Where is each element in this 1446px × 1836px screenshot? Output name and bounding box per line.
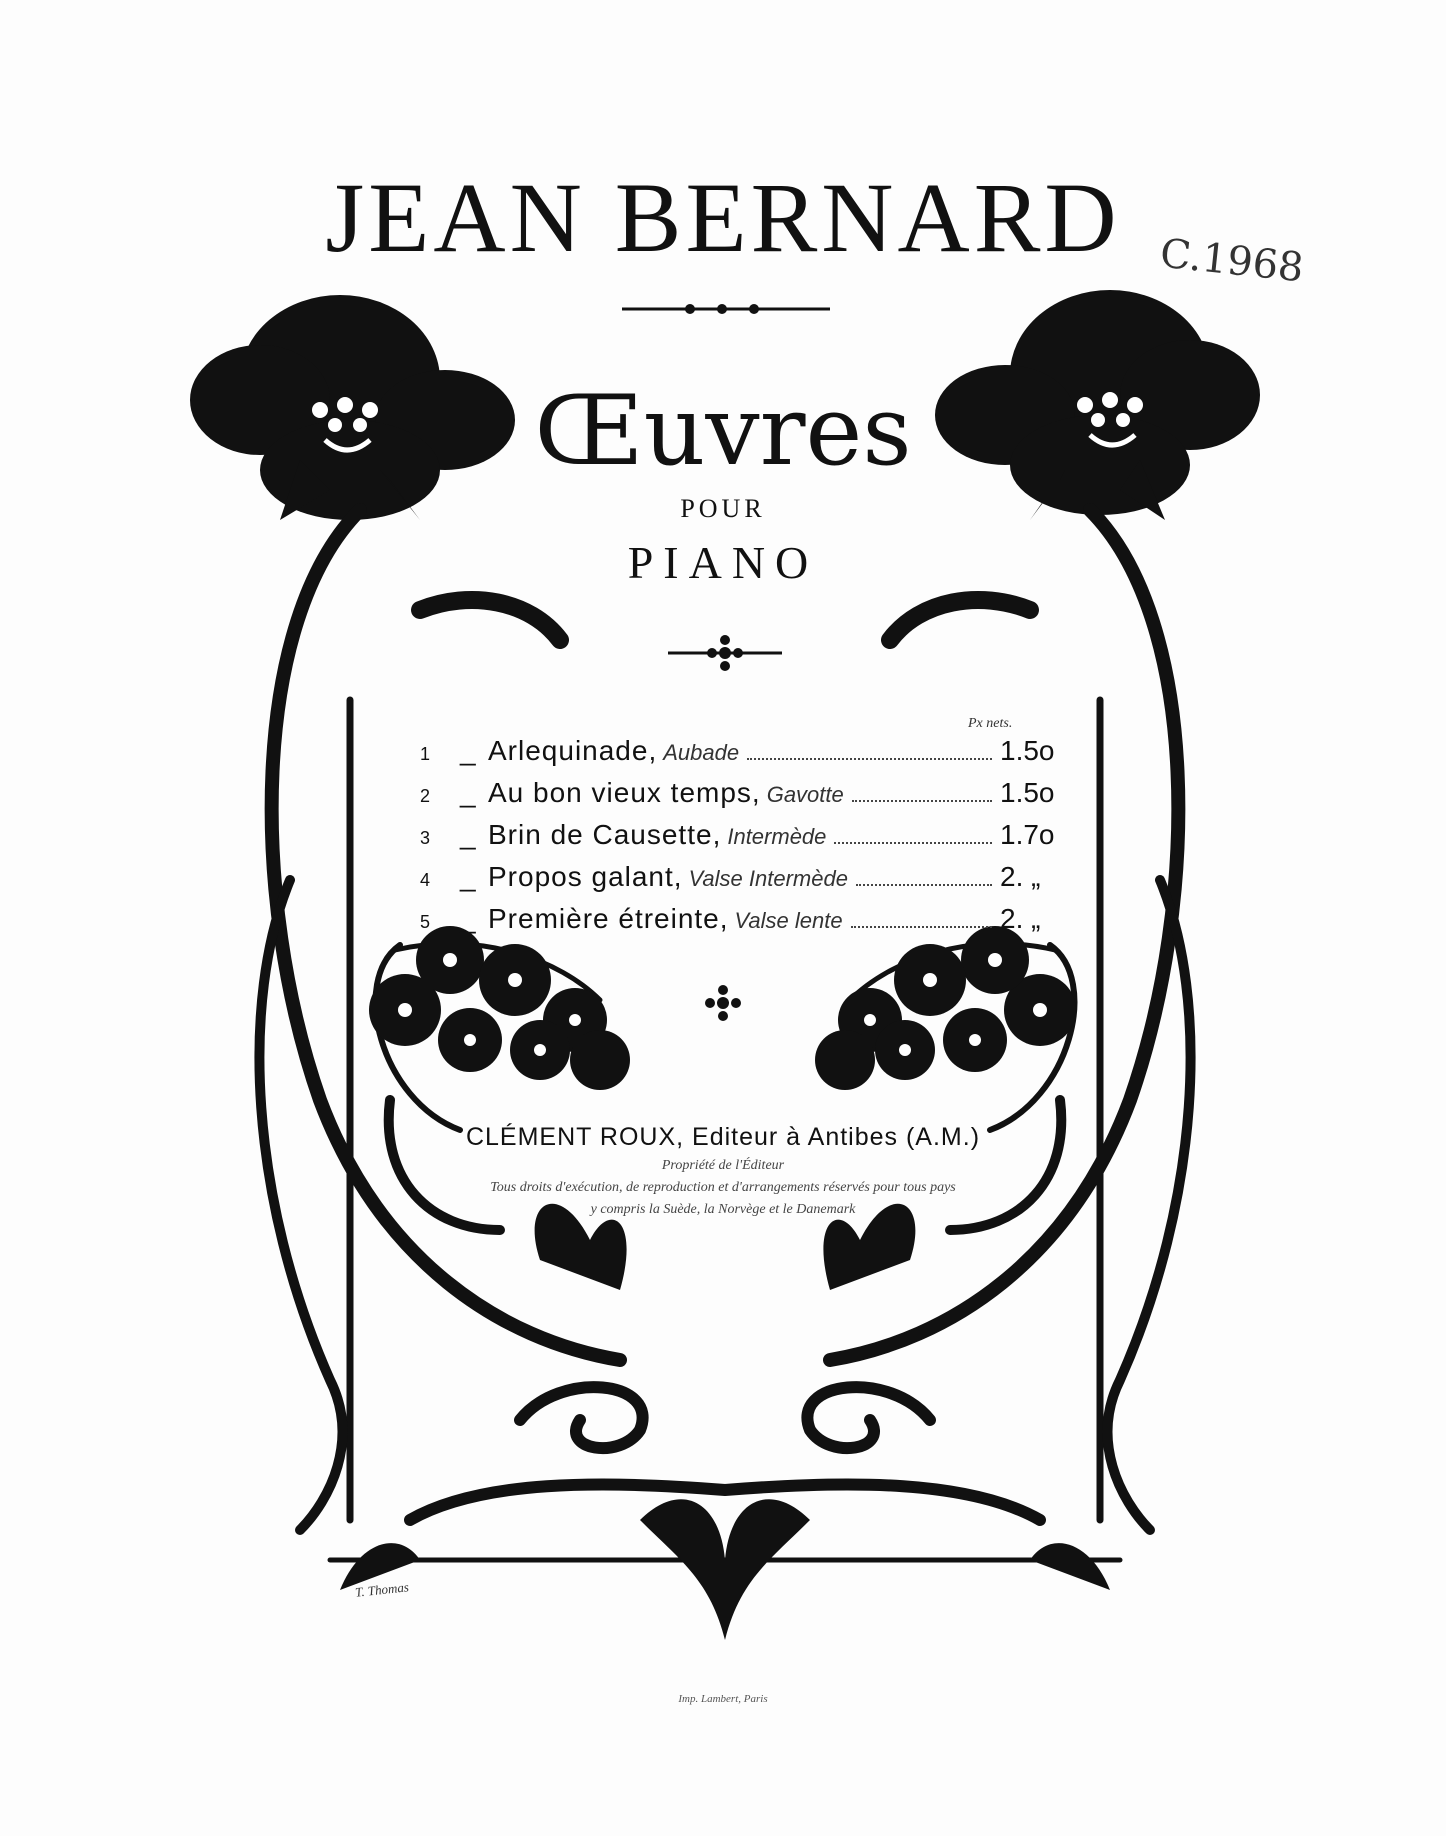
work-price: 1.7o (1000, 819, 1055, 850)
work-price: 1.5o (1000, 777, 1055, 808)
work-price: 2. „ (1000, 903, 1041, 934)
work-title: Au bon vieux temps, (488, 777, 761, 808)
work-item: 2 _ Au bon vieux temps, Gavotte 1.5o (420, 777, 1060, 819)
work-subtitle: Valse lente (734, 908, 843, 933)
work-title: Brin de Causette, (488, 819, 722, 850)
center-flower-icon (705, 985, 741, 1021)
work-number: 4 (420, 870, 431, 890)
work-title: Propos galant, (488, 861, 683, 892)
price-column-header: Px nets. (968, 716, 1013, 731)
catalog-stamp: C.1968 (1157, 230, 1306, 292)
collection-title: Œuvres (534, 375, 912, 487)
work-number: 1 (420, 744, 431, 764)
work-title: Première étreinte, (488, 903, 729, 934)
work-item: 4 _ Propos galant, Valse Intermède 2. „ (420, 861, 1060, 903)
composer-name: JEAN BERNARD (325, 162, 1121, 273)
divider-flower-icon (707, 635, 743, 671)
title-pour: POUR (680, 494, 766, 523)
lily-leaves-icon (340, 1204, 1110, 1640)
work-item: 1 _ Arlequinade, Aubade 1.5o (420, 735, 1060, 777)
works-list (420, 735, 1060, 945)
publisher-property-note: Propriété de l'Éditeur (661, 1158, 785, 1173)
instrument-title: PIANO (627, 537, 819, 588)
publisher-name: CLÉMENT ROUX, Editeur à Antibes (A.M.) (465, 1123, 981, 1151)
work-price: 2. „ (1000, 861, 1041, 892)
work-subtitle: Intermède (727, 824, 827, 849)
work-number: 3 (420, 828, 431, 848)
work-number: 2 (420, 786, 431, 806)
work-number: 5 (420, 912, 431, 932)
printer-imprint: Imp. Lambert, Paris (678, 1693, 768, 1705)
work-item: 3 _ Brin de Causette, Intermède 1.7o (420, 819, 1060, 861)
work-subtitle: Aubade (663, 740, 740, 765)
work-title: Arlequinade, (488, 735, 658, 766)
publisher-rights-note: Tous droits d'exécution, de reproduction et d'arrangements réservés pour tous pays (490, 1180, 956, 1195)
work-item: 5 _ Première étreinte, Valse lente 2. „ (420, 903, 1060, 945)
publisher-countries-note: y compris la Suède, la Norvège et le Danemark (590, 1202, 856, 1217)
work-price: 1.5o (1000, 735, 1055, 766)
work-subtitle: Gavotte (766, 782, 844, 807)
work-subtitle: Valse Intermède (688, 866, 848, 891)
artist-signature: T. Thomas (354, 1579, 410, 1600)
